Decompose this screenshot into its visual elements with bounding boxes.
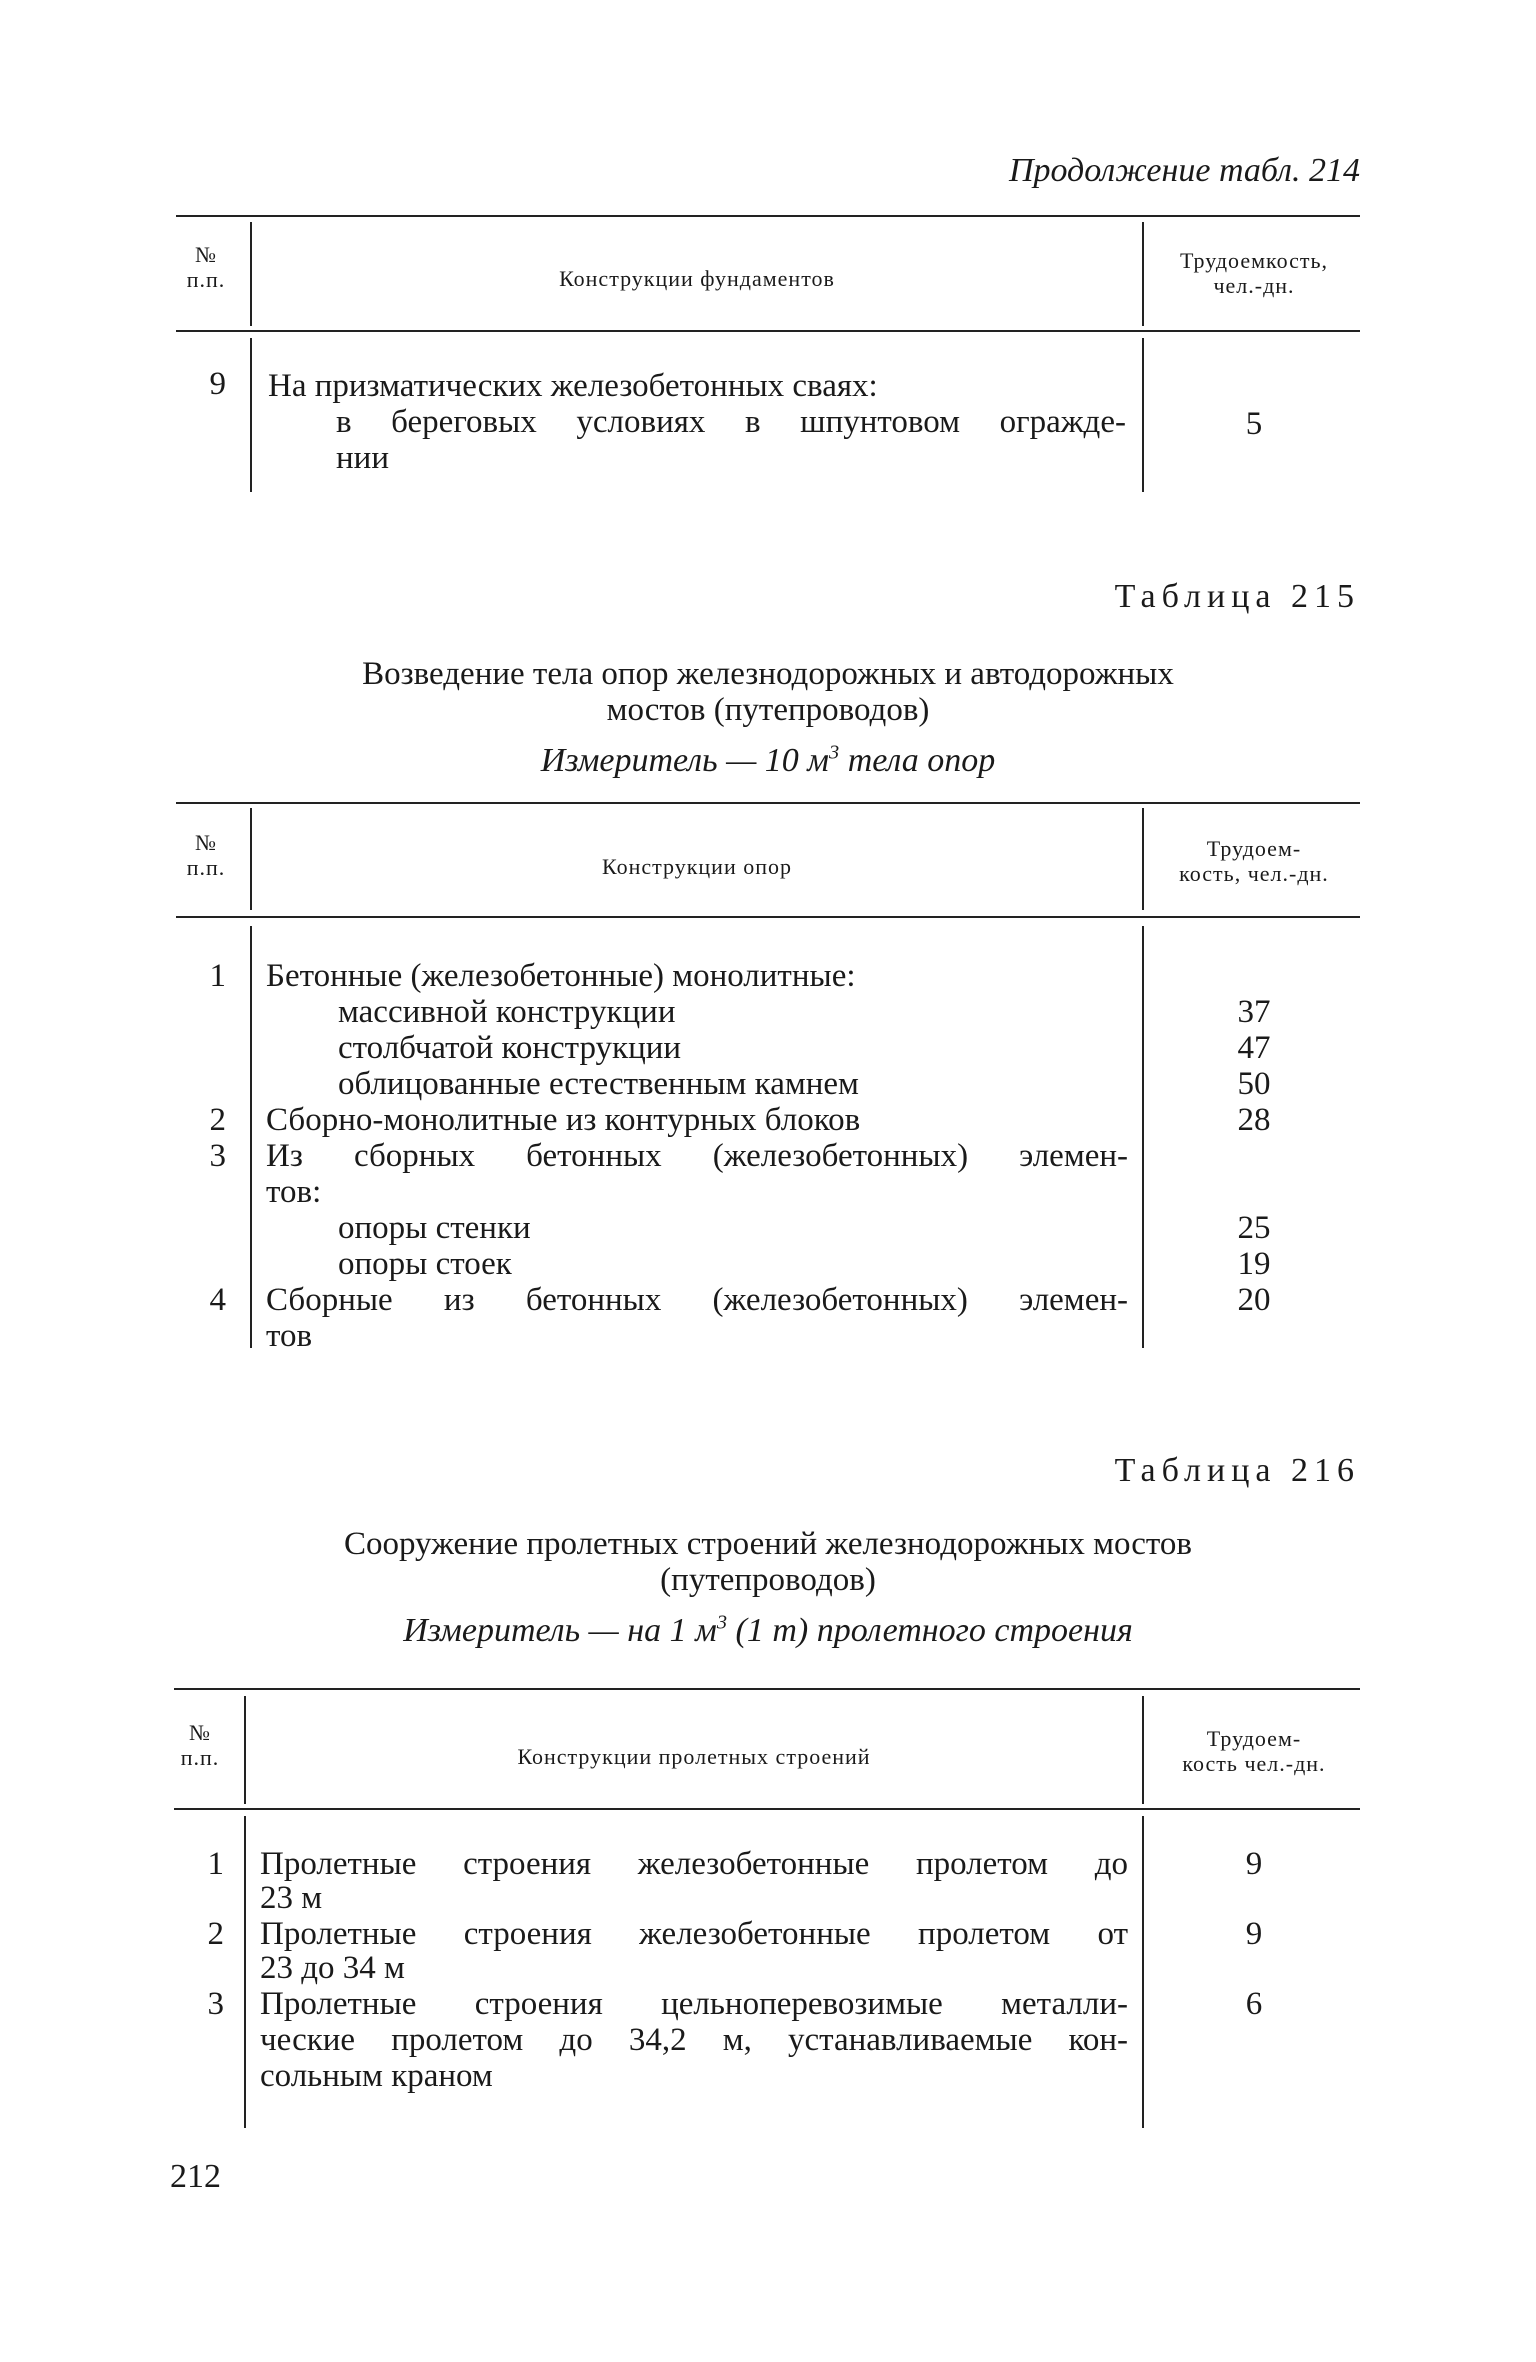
table-215-label: Таблица 215	[1114, 578, 1360, 615]
column-divider	[244, 1696, 246, 1804]
header-value-line1: Трудоем-	[1206, 836, 1302, 861]
row-text: тов	[266, 1318, 313, 1354]
header-value	[1148, 836, 1360, 886]
header-num-symbol: №	[195, 242, 217, 267]
table-rule	[174, 1808, 1360, 1810]
row-value: 5	[1245, 406, 1263, 442]
row-value: 25	[1237, 1210, 1271, 1246]
measure-superscript: 3	[716, 1611, 728, 1634]
row-text: в береговых условиях в шпунтовом огражде-	[336, 404, 1126, 440]
header-num-label: п.п.	[186, 267, 226, 292]
row-number: 2	[207, 1916, 224, 1952]
row-text: Пролетные строения железобетонные пролетом до	[260, 1846, 1128, 1882]
column-divider	[250, 808, 252, 910]
table-216-measure	[180, 1612, 1356, 1650]
header-value-line2: кость чел.-дн.	[1182, 1751, 1326, 1776]
column-divider	[1142, 926, 1144, 1348]
row-value: 47	[1237, 1030, 1271, 1066]
column-divider	[1142, 1696, 1144, 1804]
header-num	[160, 1720, 240, 1770]
row-text: Пролетные строения железобетонные пролетом от	[260, 1916, 1128, 1952]
header-num-symbol: №	[189, 1720, 211, 1745]
column-divider	[1142, 808, 1144, 910]
column-divider	[1142, 222, 1144, 326]
row-text: массивной конструкции	[338, 994, 676, 1030]
row-text: Сборные из бетонных (железобетонных) элемен-	[266, 1282, 1128, 1318]
measure-superscript: 3	[829, 741, 840, 764]
table-rule	[176, 802, 1360, 804]
row-value: 28	[1237, 1102, 1271, 1138]
header-value-line1: Трудоем-	[1206, 1726, 1302, 1751]
row-text: опоры стоек	[338, 1246, 512, 1282]
title-line2: (путепроводов)	[660, 1562, 876, 1598]
row-number: 4	[209, 1282, 226, 1318]
column-divider	[1142, 1816, 1144, 2128]
header-value-line2: чел.-дн.	[1213, 273, 1295, 298]
row-text: ческие пролетом до 34,2 м, устанавливаемые кон-	[260, 2022, 1128, 2058]
row-text: Из сборных бетонных (железобетонных) элемен-	[266, 1138, 1128, 1174]
column-divider	[250, 926, 252, 1348]
row-number: 3	[209, 1138, 226, 1174]
row-number: 2	[209, 1102, 226, 1138]
row-value: 9	[1245, 1846, 1263, 1882]
row-text: опоры стенки	[338, 1210, 531, 1246]
column-divider	[244, 1816, 246, 2128]
row-number: 9	[209, 366, 226, 402]
header-num	[166, 830, 246, 880]
row-value: 9	[1245, 1916, 1263, 1952]
measure-prefix: Измеритель — 10 м	[540, 742, 830, 779]
table-216-label: Таблица 216	[1114, 1452, 1360, 1489]
column-divider	[250, 222, 252, 326]
row-value: 37	[1237, 994, 1271, 1030]
table-rule	[176, 215, 1360, 217]
row-text: 23 м	[260, 1880, 323, 1916]
table-rule	[176, 330, 1360, 332]
column-divider	[1142, 338, 1144, 492]
header-name: Конструкции фундаментов	[559, 266, 835, 291]
table-216-title	[180, 1526, 1356, 1598]
continuation-caption: Продолжение табл. 214	[1008, 152, 1360, 189]
measure-suffix: (1 т) пролетного строения	[727, 1612, 1133, 1649]
row-text: сольным краном	[260, 2058, 493, 2094]
title-line1: Возведение тела опор железнодорожных и автодорожных	[362, 656, 1174, 692]
header-value	[1148, 248, 1360, 298]
title-line1: Сооружение пролетных строений железнодорожных мостов	[343, 1526, 1192, 1562]
page-number: 212	[170, 2158, 221, 2195]
header-value	[1148, 1726, 1360, 1776]
row-number: 1	[207, 1846, 224, 1882]
row-text: облицованные естественным камнем	[338, 1066, 859, 1102]
table-215-title	[180, 656, 1356, 728]
row-value: 6	[1245, 1986, 1263, 2022]
header-num-symbol: №	[195, 830, 217, 855]
table-rule	[174, 1688, 1360, 1690]
header-value-line2: кость, чел.-дн.	[1179, 861, 1329, 886]
row-text: На призматических железобетонных сваях:	[268, 368, 878, 404]
row-value: 19	[1237, 1246, 1271, 1282]
table-rule	[176, 916, 1360, 918]
row-number: 3	[207, 1986, 224, 2022]
row-text: Сборно-монолитные из контурных блоков	[266, 1102, 861, 1138]
header-name: Конструкции пролетных строений	[517, 1744, 871, 1769]
header-value-line1: Трудоемкость,	[1179, 248, 1329, 273]
row-number: 1	[209, 958, 226, 994]
row-text: нии	[336, 440, 389, 476]
measure-prefix: Измеритель — на 1 м	[403, 1612, 717, 1649]
header-num	[166, 242, 246, 292]
row-text: 23 до 34 м	[260, 1950, 405, 1986]
row-text: Бетонные (железобетонные) монолитные:	[266, 958, 856, 994]
row-text: Пролетные строения цельноперевозимые металли-	[260, 1986, 1128, 2022]
table-215-measure	[180, 742, 1356, 780]
column-divider	[250, 338, 252, 492]
title-line2: мостов (путепроводов)	[606, 692, 930, 728]
row-value: 20	[1237, 1282, 1271, 1318]
header-name: Конструкции опор	[602, 854, 792, 879]
row-text: тов:	[266, 1174, 322, 1210]
header-num-label: п.п.	[180, 1745, 220, 1770]
header-num-label: п.п.	[186, 855, 226, 880]
row-text: столбчатой конструкции	[338, 1030, 682, 1066]
measure-suffix: тела опор	[839, 742, 996, 779]
row-value: 50	[1237, 1066, 1271, 1102]
